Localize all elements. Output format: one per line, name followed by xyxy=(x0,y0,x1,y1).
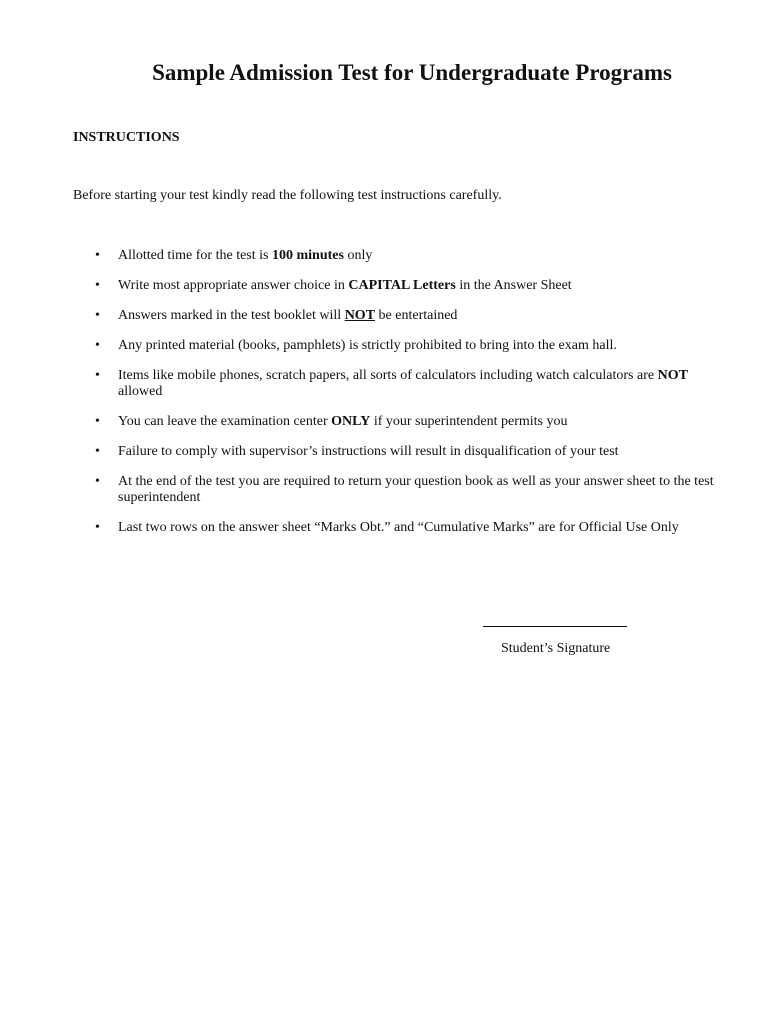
instruction-text: Last two rows on the answer sheet “Marks Obt.” and “Cumulative Marks” are for Official Use Only xyxy=(118,520,679,535)
instruction-item xyxy=(73,338,718,354)
instruction-text: You can leave the examination center xyxy=(118,414,332,429)
signature-label: Student’s Signature xyxy=(501,641,611,656)
instruction-text: Allotted time for the test is xyxy=(118,248,272,263)
instruction-text-after: only xyxy=(343,248,373,263)
instruction-item xyxy=(73,368,718,400)
signature-line xyxy=(483,626,627,627)
instruction-text: Items like mobile phones, scratch papers, all sorts of calculators including watch calculators are xyxy=(118,368,658,383)
instruction-item xyxy=(73,308,718,324)
instruction-item xyxy=(73,414,718,430)
instruction-text-after: allowed xyxy=(118,384,163,399)
instruction-item xyxy=(73,444,718,460)
instruction-text-after: in the Answer Sheet xyxy=(455,278,572,293)
instructions-list xyxy=(73,248,718,550)
instruction-text: At the end of the test you are required to return your question book as well as your answer sheet to the test superintendent xyxy=(118,474,714,505)
instructions-heading: INSTRUCTIONS xyxy=(73,130,180,145)
instruction-emphasis: 100 minutes xyxy=(271,248,344,263)
instruction-emphasis: ONLY xyxy=(331,414,371,429)
instruction-text: Answers marked in the test booklet will xyxy=(118,308,345,323)
instruction-text-after: be entertained xyxy=(375,308,458,323)
instruction-text: Write most appropriate answer choice in xyxy=(118,278,349,293)
instruction-emphasis: NOT xyxy=(657,368,688,383)
intro-text: Before starting your test kindly read the following test instructions carefully. xyxy=(73,188,502,203)
instruction-item xyxy=(73,248,718,264)
instruction-item xyxy=(73,520,718,536)
document-title: Sample Admission Test for Undergraduate Programs xyxy=(152,60,672,85)
instruction-text: Any printed material (books, pamphlets) is strictly prohibited to bring into the exam hall. xyxy=(118,338,617,353)
instruction-item xyxy=(73,278,718,294)
instruction-emphasis: CAPITAL Letters xyxy=(348,278,456,293)
instruction-text: Failure to comply with supervisor’s instructions will result in disqualification of your test xyxy=(118,444,619,459)
instruction-item xyxy=(73,474,718,506)
instruction-emphasis: NOT xyxy=(344,308,376,323)
instruction-text-after: if your superintendent permits you xyxy=(370,414,568,429)
